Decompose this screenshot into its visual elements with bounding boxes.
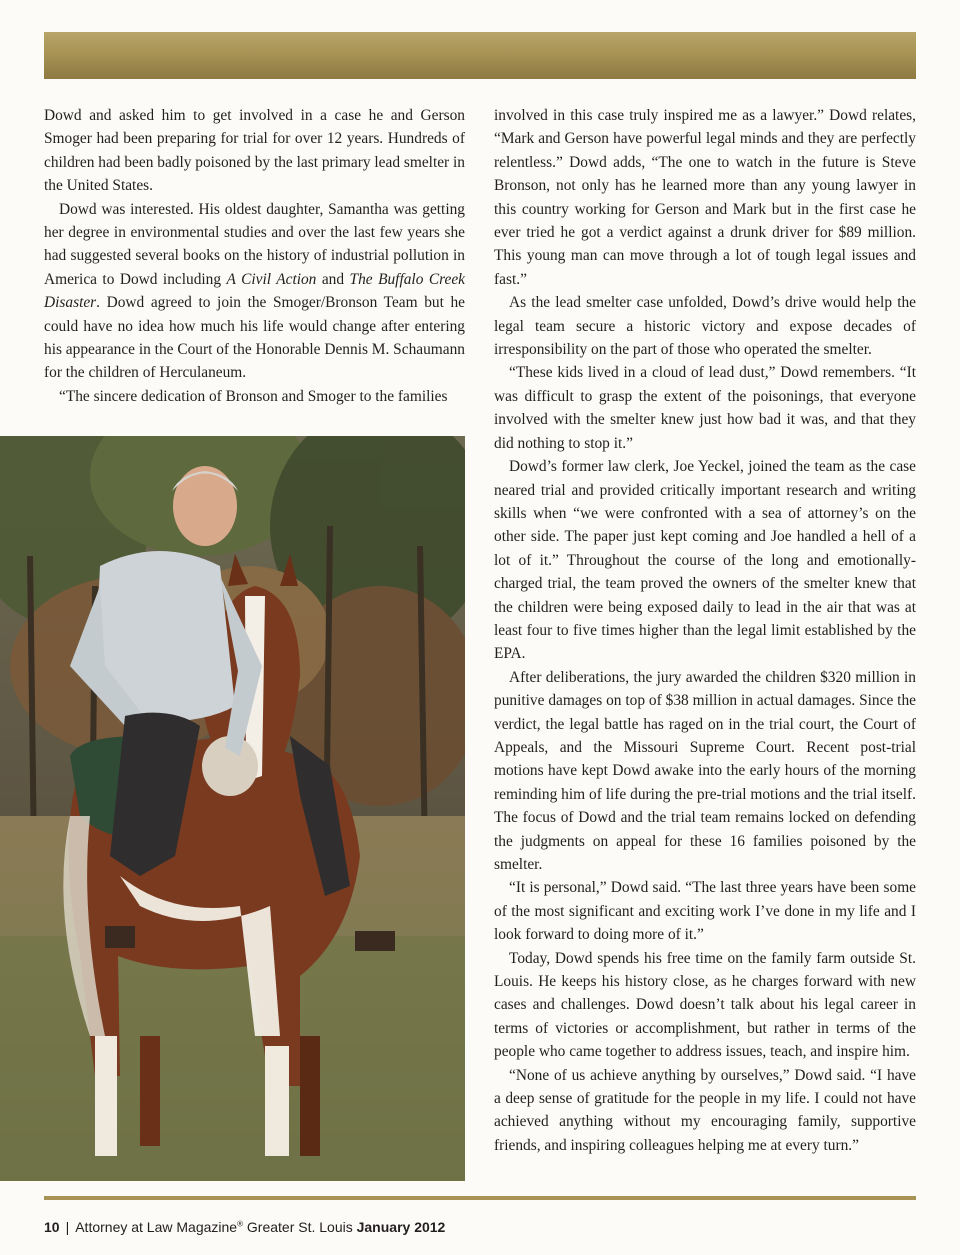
page-number: 10 <box>44 1219 60 1235</box>
magazine-edition: Greater St. Louis <box>243 1219 357 1235</box>
photo-man-on-horse <box>0 436 465 1181</box>
right-paragraph-4: Dowd’s former law clerk, Joe Yeckel, joined the team as the case neared trial and provided critically important research and writing skills when “we were confronted with a sea of attorney’s on the other side. The paper just kept coming and Joe handled a hell of a lot of it.” Throughout the course of the long and emotionally-charged trial, the team proved the owners of the smelter knew that the children were being exposed daily to lead in the air that was at least four to five times higher than the legal limit established by the EPA. <box>494 458 916 663</box>
right-paragraph-1: involved in this case truly inspired me as a lawyer.” Dowd relates, “Mark and Gerson have powerful legal minds and they are perfectly relentless.” Dowd adds, “The one to watch in the future is Steve Bronson, not only has he learned more than any young lawyer in this country working for Gerson and Mark but in the first case he ever tried he got a verdict against a drunk driver for $89 million. This young man can move through a lot of tough legal issues and fast.” <box>494 107 916 288</box>
magazine-name: Attorney at Law Magazine <box>75 1219 238 1235</box>
registered-mark: ® <box>237 1219 243 1229</box>
left-paragraph-2 <box>44 198 465 385</box>
right-column <box>494 104 916 1157</box>
header-bar <box>44 32 916 79</box>
left-paragraph-3: “The sincere dedication of Bronson and Smoger to the families <box>59 387 448 405</box>
left-paragraph-1: Dowd and asked him to get involved in a case he and Gerson Smoger had been preparing for trial for over 12 years. Hundreds of children had been badly poisoned by the last primary lead smelter in the United States. <box>44 107 465 195</box>
left-paragraph-2-text-b: . Dowd agreed to join the Smoger/Bronson Team but he could have no idea how much his life would change after entering his appearance in the Court of the Honorable Dennis M. Schaumann for the children of Herculaneum. <box>44 294 465 382</box>
right-paragraph-8: “None of us achieve anything by ourselves,” Dowd said. “I have a deep sense of gratitude for the people in my life. I could not have achieved anything without my encouraging family, supportive friends, and inspiring colleagues helping me at every turn.” <box>494 1066 916 1154</box>
right-paragraph-5: After deliberations, the jury awarded the children $320 million in punitive damages on top of $38 million in actual damages. Since the verdict, the legal battle has raged on in the trial court, the Court of Appeals, and the Missouri Supreme Court. Recent post-trial motions have kept Dowd awake into the early hours of the morning reminding him of life during the pre-trial motions and the trial itself. The focus of Dowd and the trial team remains locked on defending the judgments on appeal for these 16 families poisoned by the smelter. <box>494 668 916 873</box>
footer-rule <box>44 1196 916 1200</box>
left-paragraph-2-and: and <box>316 270 350 288</box>
left-column <box>44 104 465 408</box>
right-paragraph-3: “These kids lived in a cloud of lead dust,” Dowd remembers. “It was difficult to grasp the extent of the poisonings, that everyone involved with the smelter knew just how bad it was, and that they did nothing to stop it.” <box>494 364 916 452</box>
book-title-buffalo-creek: The Buffalo Creek Disaster <box>44 270 466 312</box>
footer-separator: | <box>65 1219 70 1235</box>
issue-date: January 2012 <box>356 1219 446 1235</box>
page-footer <box>44 1219 445 1235</box>
right-paragraph-6: “It is personal,” Dowd said. “The last three years have been some of the most significant and exciting work I’ve done in my life and I look forward to doing more of it.” <box>494 879 916 944</box>
right-paragraph-2: As the lead smelter case unfolded, Dowd’s drive would help the legal team secure a historic victory and expose decades of irresponsibility on the part of those who operated the smelter. <box>494 294 916 359</box>
book-title-civil-action: A Civil Action <box>226 270 317 288</box>
right-paragraph-7: Today, Dowd spends his free time on the family farm outside St. Louis. He keeps his history close, as he charges forward with new cases and challenges. Dowd doesn’t talk about his legal career in terms of victories or accomplishment, but rather in terms of the people who came together to address issues, teach, and inspire him. <box>494 949 916 1061</box>
left-paragraph-2-text-a: Dowd was interested. His oldest daughter, Samantha was getting her degree in environmental studies and over the last few years she had suggested several books on the history of industrial pollution in America to Dowd including <box>44 200 465 288</box>
